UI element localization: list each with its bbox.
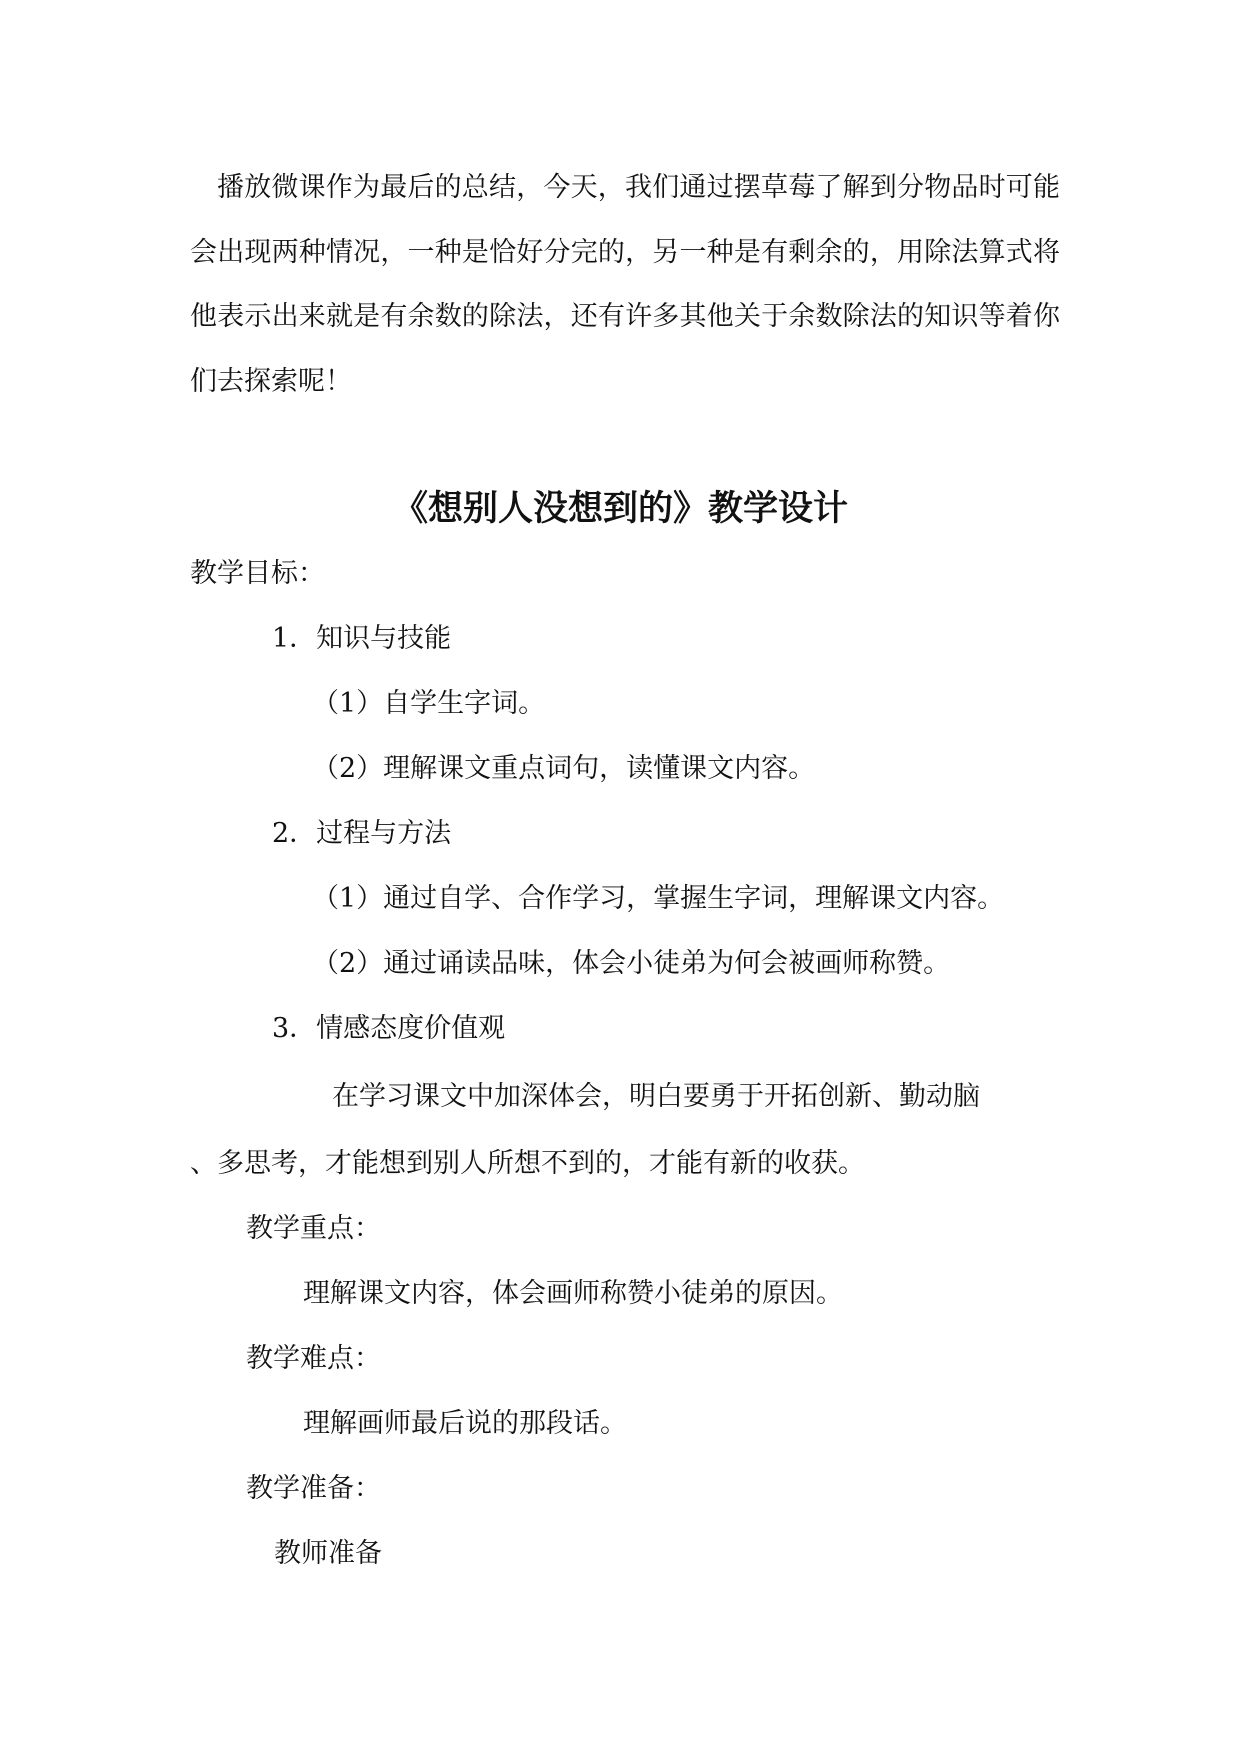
difficulty-heading: 教学难点：: [246, 1343, 381, 1374]
objectives-heading: 教学目标：: [190, 558, 325, 589]
preparation-heading: 教学准备：: [246, 1473, 381, 1504]
objective-2-item-b: （2）通过诵读品味，体会小徒弟为何会被画师称赞。: [312, 948, 951, 979]
objective-2-item-a: （1）通过自学、合作学习，掌握生字词，理解课文内容。: [312, 883, 1005, 914]
key-point-text: 理解课文内容，体会画师称赞小徒弟的原因。: [303, 1278, 843, 1309]
intro-paragraph: 播放微课作为最后的总结，今天，我们通过摆草莓了解到分物品时可能会出现两种情况，一种是恰好分完的，另一种是有剩余的，用除法算式将他表示出来就是有余数的除法，还有许多其他关于余数除法的知识等着你们去探索呢！: [190, 172, 1060, 397]
objective-2-heading: 2．过程与方法: [272, 818, 452, 849]
objective-1-item-b: （2）理解课文重点词句，读懂课文内容。: [312, 753, 816, 784]
objective-3-text-line-1: 在学习课文中加深体会，明白要勇于开拓创新、勤动脑: [332, 1081, 980, 1112]
key-point-heading: 教学重点：: [246, 1213, 381, 1244]
objective-3-text-line-2: 、多思考，才能想到别人所想不到的，才能有新的收获。: [190, 1148, 865, 1179]
preparation-text: 教师准备: [274, 1538, 382, 1569]
objective-1-item-a: （1）自学生字词。: [312, 688, 546, 719]
difficulty-text: 理解画师最后说的那段话。: [303, 1408, 627, 1439]
document-title: 《想别人没想到的》教学设计: [392, 489, 848, 529]
objective-1-heading: 1．知识与技能: [272, 623, 452, 654]
objective-3-heading: 3．情感态度价值观: [272, 1013, 506, 1044]
